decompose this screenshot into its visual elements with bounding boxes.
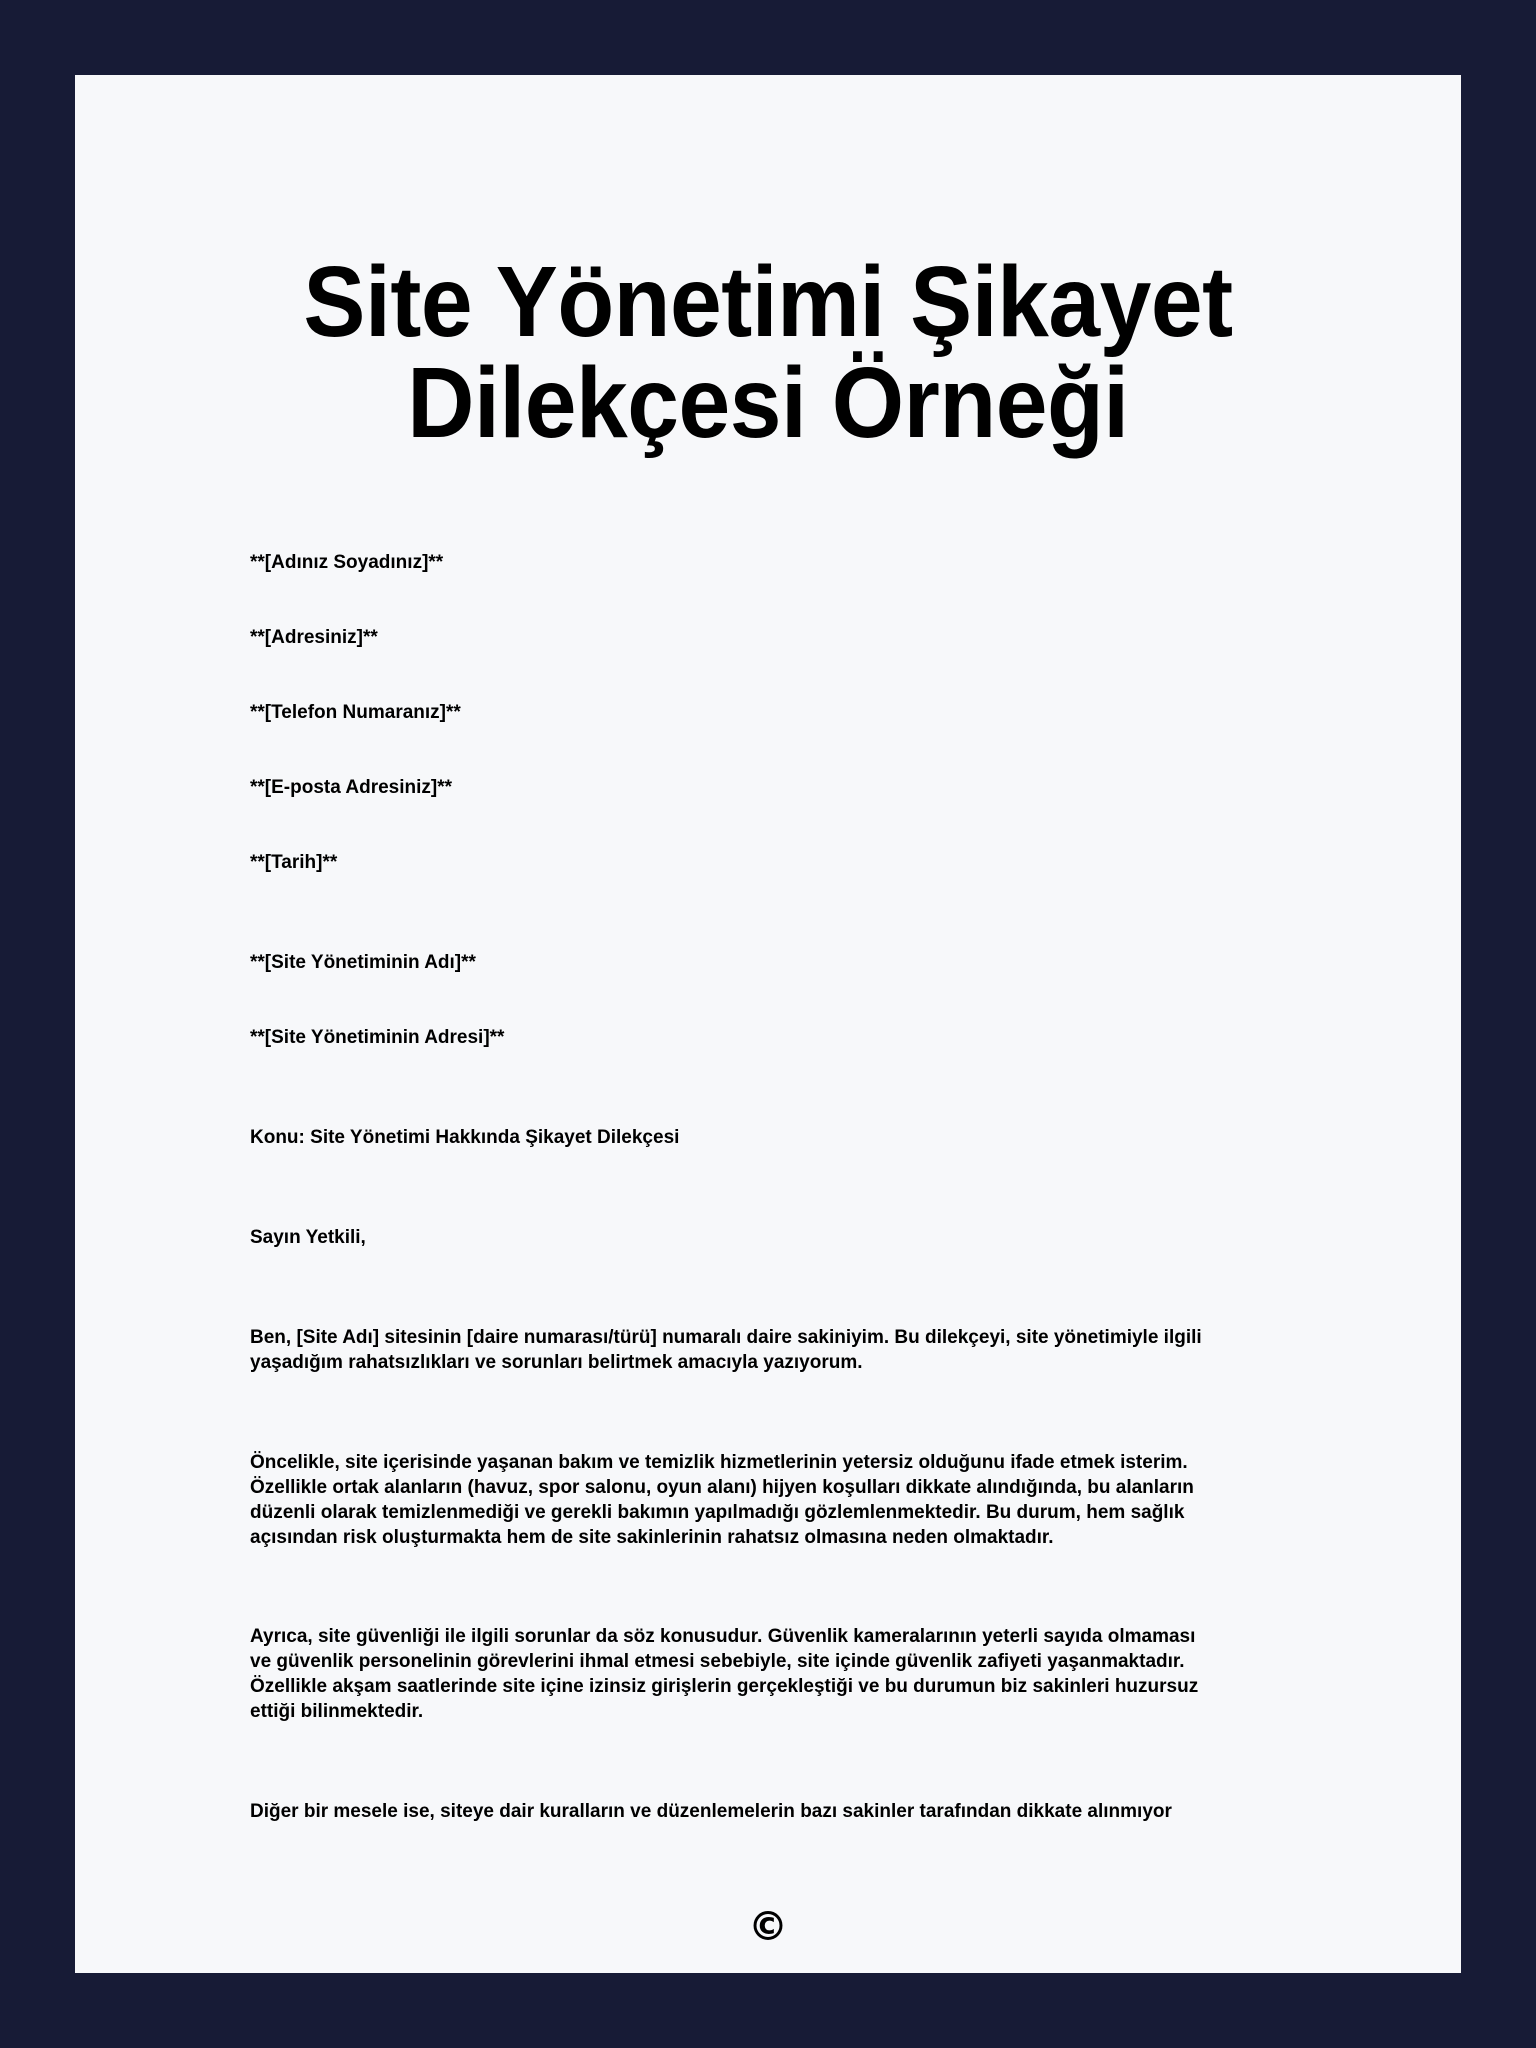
paragraph-line: ettiği bilinmektedir. [250,1701,424,1722]
paragraph-line: Ayrıca, site güvenliği ile ilgili sorunlar da söz konusudur. Güvenlik kameralarının yeterli sayıda olmaması [250,1626,1196,1647]
paragraph-line: Öncelikle, site içerisinde yaşanan bakım ve temizlik hizmetlerinin yetersiz olduğunu ifade etmek isterim. [250,1452,1188,1473]
title-line-2: Dilekçesi Örneği [407,347,1129,459]
document-date: **[Tarih]** [250,852,338,873]
recipient-address: **[Site Yönetiminin Adresi]** [250,1027,505,1048]
paragraph-line: açısından risk oluşturmakta hem de site sakinlerinin rahatsız olmasına neden olmaktadır. [250,1527,1054,1548]
sender-phone: **[Telefon Numaranız]** [250,702,461,723]
copyright-icon: © [748,1904,788,1950]
paragraph-line: Özellikle akşam saatlerinde site içine izinsiz girişlerin gerçekleştiği ve bu durumun biz sakinleri huzursuz [250,1676,1199,1697]
paragraph-line: Özellikle ortak alanların (havuz, spor salonu, oyun alanı) hijyen koşulları dikkate alındığında, bu alanların [250,1477,1194,1498]
paragraph-introduction [250,1325,1280,1375]
subject-line: Konu: Site Yönetimi Hakkında Şikayet Dilekçesi [250,1127,680,1148]
paragraph-line: yaşadığım rahatsızlıkları ve sorunları belirtmek amacıyla yazıyorum. [250,1352,863,1373]
paragraph-maintenance [250,1450,1280,1550]
paragraph-line: Ben, [Site Adı] sitesinin [daire numarası/türü] numaralı daire sakiniyim. Bu dilekçeyi, site yönetimiyle ilgili [250,1327,1202,1348]
paragraph-line: ve güvenlik personelinin görevlerini ihmal etmesi sebebiyle, site içinde güvenlik zafiyeti yaşanmaktadır. [250,1651,1185,1672]
recipient-name: **[Site Yönetiminin Adı]** [250,952,476,973]
document-title [54,246,1482,459]
sender-name: **[Adınız Soyadınız]** [250,552,444,573]
paragraph-rules [250,1799,1280,1824]
paragraph-line: düzenli olarak temizlenmediği ve gerekli bakımın yapılmadığı gözlemlenmektedir. Bu durum, hem sağlık [250,1502,1185,1523]
paragraph-security [250,1624,1280,1724]
salutation: Sayın Yetkili, [250,1227,366,1248]
title-line-1: Site Yönetimi Şikayet [303,246,1233,358]
sender-email: **[E-posta Adresiniz]** [250,777,452,798]
sender-address: **[Adresiniz]** [250,627,378,648]
paragraph-line: Diğer bir mesele ise, siteye dair kuralların ve düzenlemelerin bazı sakinler tarafından dikkate alınmıyor [250,1801,1172,1822]
